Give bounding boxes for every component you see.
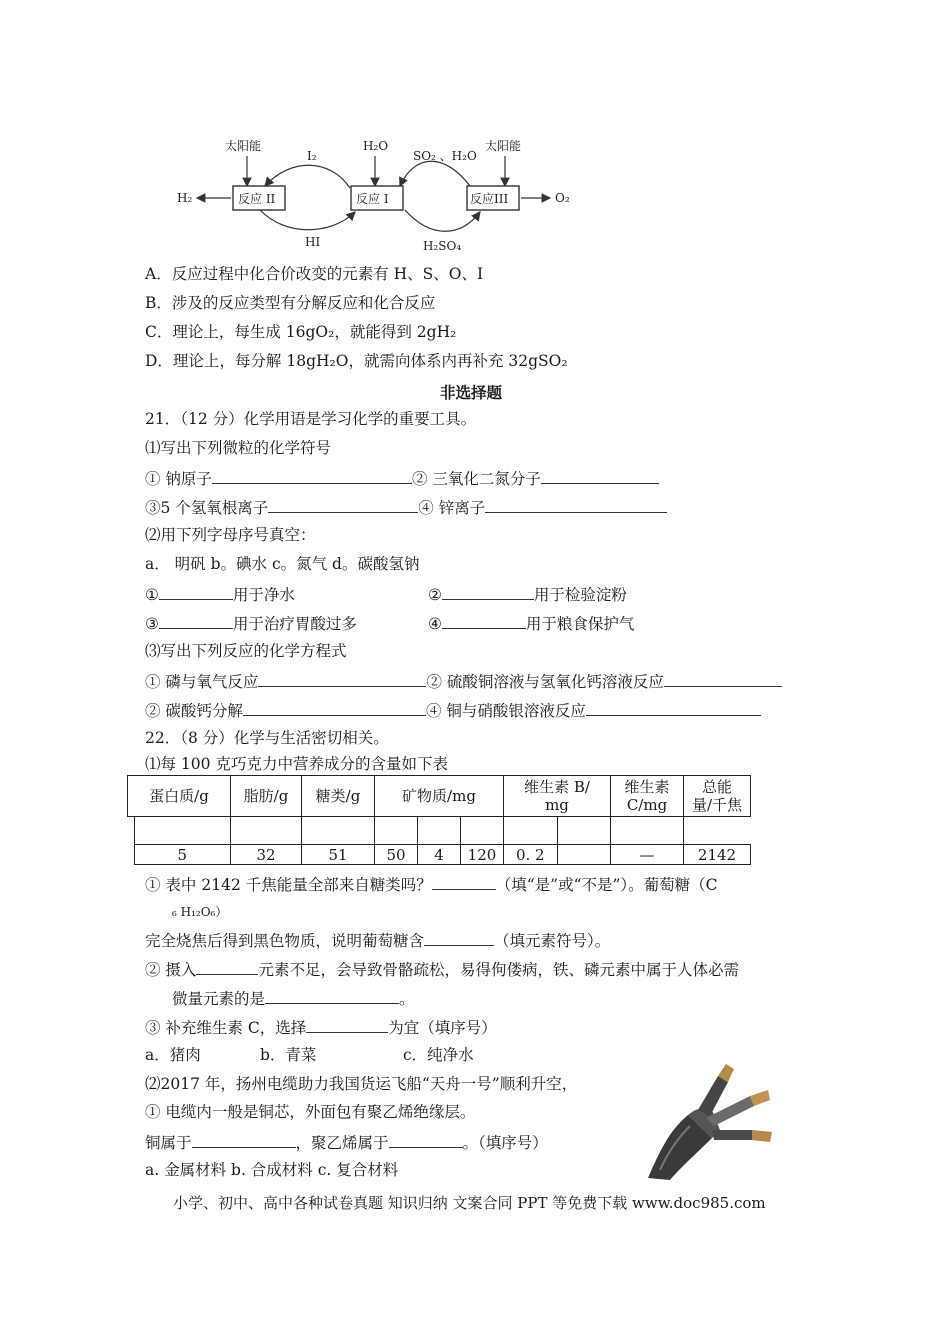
q22-title: 22．（8 分）化学与生活密切相关。 [145,729,389,747]
q21-p3-c: ② 碳酸钙分解 [145,702,243,720]
q22-s1-row1 [145,873,718,895]
answer-blank[interactable] [243,699,426,716]
q21-p2-a-text: 用于净水 [232,586,295,604]
q22-s1-a: ① 表中 2142 千焦能量全部来自糖类吗？ [145,876,432,894]
header-fat: 脂肪/g [231,776,302,817]
q21-p2-b-text: 用于检验淀粉 [533,586,627,604]
blank-cell [684,817,751,845]
q22-p2-2b: ，聚乙烯属于 [295,1134,389,1152]
blank-cell [302,817,375,845]
q21-p2-d-text: 用于粮食保护气 [525,615,635,633]
q21-p1-row1 [145,467,659,489]
q21-p3-a: ① 磷与氧气反应 [145,673,259,691]
header-sugar: 糖类/g [302,776,375,817]
q22-p2-2a: 铜属于 [145,1134,192,1152]
q22-s3-a: ③ 补充维生素 C，选择 [145,1019,307,1037]
blank-cell [375,817,418,845]
q22-s2-b: 元素不足，会导致骨骼疏松，易得佝偻病，铁、磷元素中属于人体必需 [258,961,739,979]
option-c: C．理论上，每生成 16gO₂，就能得到 2gH₂ [145,323,457,341]
reaction-1-label: 反应 I [356,192,389,206]
answer-blank[interactable] [192,1131,296,1148]
q21-p1-a: ① 钠原子 [145,470,212,488]
q22-s2-c: 微量元素的是 [172,990,266,1008]
q21-part2: ⑵用下列字母序号真空： [145,526,316,544]
reaction-cycle-diagram [165,128,585,258]
q21-p1-b: ② 三氧化二氮分子 [411,470,541,488]
q21-p2-b-num: ② [428,586,442,604]
answer-blank[interactable] [389,1131,463,1148]
blank-cell [231,817,302,845]
h2so4-label: H₂SO₄ [423,239,462,253]
value-protein: 5 [134,845,231,865]
q21-p1-c: ③5 个氢氧根离子 [145,499,269,517]
q22-s1-row2 [145,929,610,951]
value-vitamin-b: 0. 2 [504,845,558,865]
header-energy [684,776,751,817]
solar-label-right: 太阳能 [485,139,522,153]
q21-p1-row2 [145,496,667,518]
q21-part3: ⑶写出下列反应的化学方程式 [145,642,347,660]
value-mineral-3: 120 [461,845,504,865]
hi-label: HI [305,235,321,249]
header-protein: 蛋白质/g [128,776,231,817]
reaction-3-label: 反应III [470,192,509,206]
value-mineral-1: 50 [375,845,418,865]
answer-blank[interactable] [212,467,412,484]
header-vitamin-b [504,776,611,817]
answer-blank[interactable] [159,612,233,629]
q22-p2-2c: 。（填序号） [462,1134,548,1152]
q22-part2: ⑵2017 年，扬州电缆助力我国货运飞船“天舟一号”顺利升空， [145,1075,578,1093]
answer-blank[interactable] [442,583,534,600]
h2o-label: H₂O [363,139,389,153]
reaction-2-label: 反应 II [238,192,276,206]
option-a: A．反应过程中化合价改变的元素有 H、S、O、I [145,265,484,283]
header-vitamin-b-text: 维生素 B/ mg [524,778,590,814]
q21-p3-row1 [145,670,782,692]
value-empty [557,845,611,865]
answer-blank[interactable] [196,958,258,975]
answer-blank[interactable] [268,496,418,513]
q21-p2-d [428,612,634,634]
value-fat: 32 [231,845,302,865]
answer-blank[interactable] [306,1016,388,1033]
value-energy: 2142 [684,845,751,865]
answer-blank[interactable] [442,612,526,629]
q21-title: 21．（12 分）化学用语是学习化学的重要工具。 [145,410,477,428]
q22-s3-options [145,1045,474,1065]
answer-blank[interactable] [586,699,761,716]
answer-blank[interactable] [485,496,667,513]
blank-cell [504,817,558,845]
q22-p2-2 [145,1131,548,1153]
answer-blank[interactable] [265,987,399,1004]
q22-s1-formula: ₆ H₁₂O₆） [172,905,228,919]
option-water: c．纯净水 [403,1046,474,1064]
q22-s2-d: 。 [399,990,415,1008]
blank-cell [418,817,461,845]
footer: 小学、初中、高中各种试卷真题 知识归纳 文案合同 PPT 等免费下载 www.doc985.com [173,1194,766,1212]
q22-s1-d: 完全烧焦后得到黑色物质，说明葡萄糖含 [145,932,425,950]
section-title: 非选择题 [440,384,503,402]
q22-s3-b: 为宜（填序号） [388,1019,497,1037]
q21-p2-c-text: 用于治疗胃酸过多 [232,615,357,633]
q22-s2-row2 [172,987,415,1009]
q22-s2-a: ② 摄入 [145,961,197,979]
q22-s1-e: （填元素符号）。 [494,932,611,950]
q22-s1-b: （填“是”或“不是”）。葡萄糖（C [495,876,718,894]
q21-p3-row2 [145,699,761,721]
option-d: D．理论上，每分解 18gH₂O，就需向体系内再补充 32gSO₂ [145,352,568,370]
value-vitamin-c: — [611,845,684,865]
q22-p2-3: a. 金属材料 b. 合成材料 c. 复合材料 [145,1161,399,1179]
answer-blank[interactable] [432,873,496,890]
answer-blank[interactable] [424,929,494,946]
q22-part1: ⑴每 100 克巧克力中营养成分的含量如下表 [145,755,448,773]
nutrition-table [127,775,751,865]
h2-label: H₂ [177,191,193,205]
value-mineral-2: 4 [418,845,461,865]
blank-cell [611,817,684,845]
so2-h2o-label: SO₂ 、H₂O [413,149,477,163]
value-sugar: 51 [302,845,375,865]
answer-blank[interactable] [541,467,659,484]
header-vitamin-c [611,776,684,817]
blank-cell [461,817,504,845]
q21-p2-b [428,583,627,605]
q21-p2-row2 [145,612,635,634]
answer-blank[interactable] [664,670,782,687]
answer-blank[interactable] [258,670,426,687]
q21-p1-d: ④ 锌离子 [418,499,486,517]
header-energy-text: 总能 量/千焦 [691,778,743,814]
q21-p2-c-num: ③ [145,615,159,633]
q21-part1: ⑴写出下列微粒的化学符号 [145,439,332,457]
blank-cell [557,817,611,845]
option-b: B．涉及的反应类型有分解反应和化合反应 [145,294,436,312]
blank-cell [134,817,231,845]
q21-p3-b: ② 硫酸铜溶液与氢氧化钙溶液反应 [426,673,664,691]
i2-label: I₂ [307,149,317,163]
q22-s3-row [145,1016,497,1038]
q21-part2-options: a． 明矾 b。碘水 c。氮气 d。碳酸氢钠 [145,555,420,573]
option-pork: a．猪肉 [145,1046,201,1064]
q22-s2-row1 [145,958,739,980]
header-minerals: 矿物质/mg [375,776,504,817]
option-vegetable: b．青菜 [260,1046,317,1064]
o2-label: O₂ [555,191,570,205]
q21-p2-d-num: ④ [428,615,442,633]
solar-label-left: 太阳能 [225,139,262,153]
q21-p2-a-num: ① [145,586,159,604]
answer-blank[interactable] [159,583,233,600]
q21-p3-d: ④ 铜与硝酸银溶液反应 [425,702,586,720]
q22-p2-1: ① 电缆内一般是铜芯，外面包有聚乙烯绝缘层。 [145,1103,476,1121]
header-vitamin-c-text: 维生素 C/mg [624,778,670,814]
q21-p2-row1 [145,583,627,605]
cable-illustration [640,1060,780,1180]
